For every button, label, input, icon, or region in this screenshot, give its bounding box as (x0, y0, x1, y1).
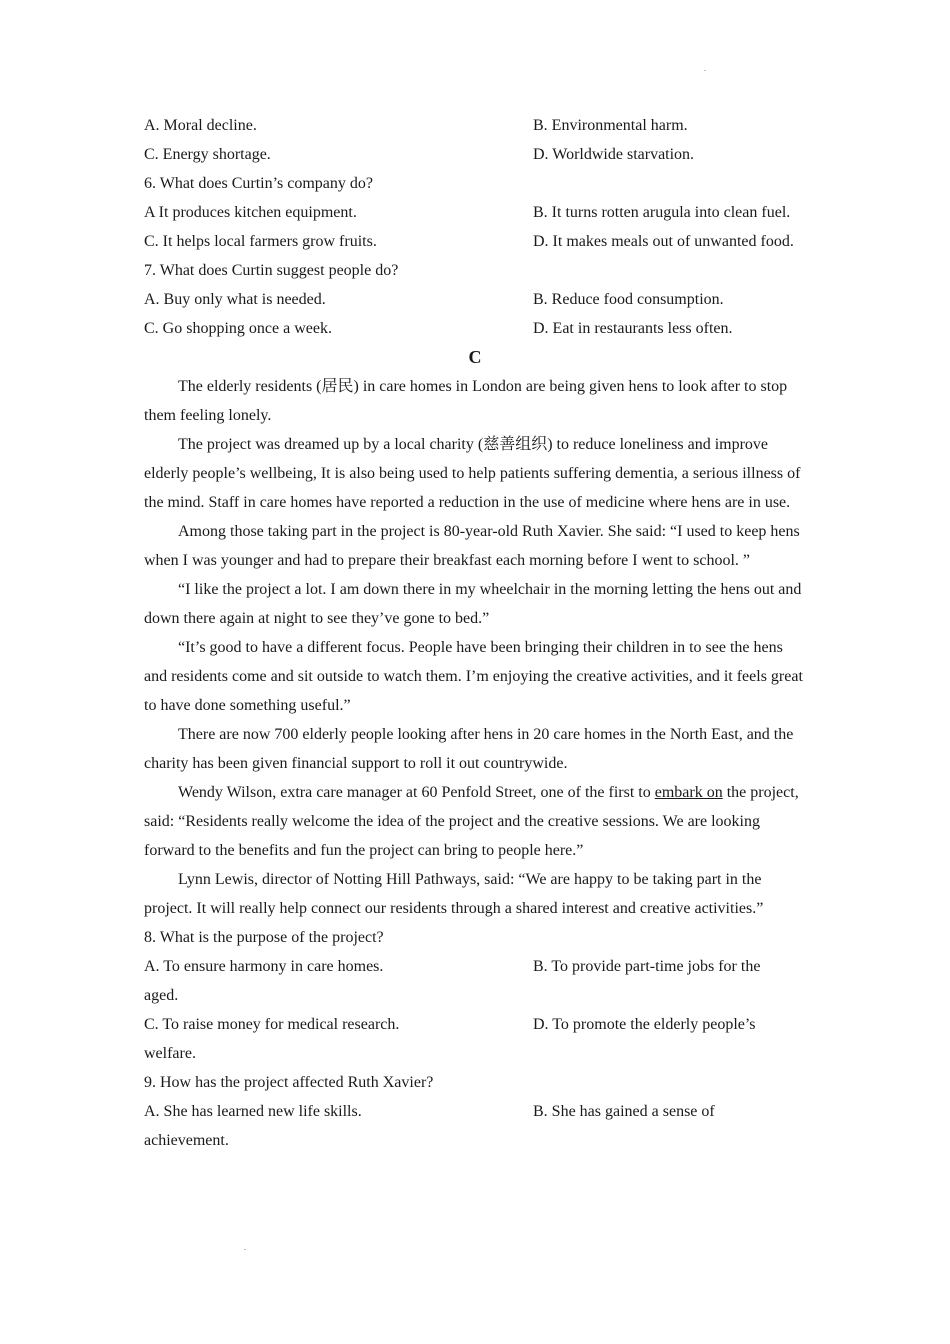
underlined-phrase: embark on (654, 784, 723, 801)
q7-option-b: B. Reduce food consumption. (533, 291, 724, 308)
q8-option-d-continued: welfare. (144, 1045, 196, 1062)
paragraph-7-text-start: Wendy Wilson, extra care manager at 60 Penfold Street, one of the first to (178, 784, 655, 801)
q6-option-d: D. It makes meals out of unwanted food. (533, 233, 794, 250)
q7-option-d: D. Eat in restaurants less often. (533, 320, 733, 337)
passage-paragraph-4: “I like the project a lot. I am down there in my wheelchair in the morning letting the hens out and down there again at night to see they’ve gone to bed.” (144, 581, 802, 627)
q9-question: 9. How has the project affected Ruth Xavier? (144, 1074, 434, 1091)
q7-option-c: C. Go shopping once a week. (144, 320, 332, 337)
scan-speck-top (704, 70, 706, 71)
q6-question: 6. What does Curtin’s company do? (144, 175, 373, 192)
q6-option-b: B. It turns rotten arugula into clean fuel. (533, 204, 791, 221)
passage-paragraph-2: The project was dreamed up by a local charity (慈善组织) to reduce loneliness and improve elderly people’s wellbeing, It is also being used to help patients suffering dementia, a serious illness of the mind. Staff in care homes have reported a reduction in the use of medicine where hens are in use. (144, 436, 801, 511)
scan-speck-bottom (244, 1249, 246, 1250)
q8-question: 8. What is the purpose of the project? (144, 929, 384, 946)
q6-options-row-1 (144, 198, 806, 227)
q5-options-row-2 (144, 140, 806, 169)
q9-option-a: A. She has learned new life skills. (144, 1103, 362, 1120)
q5-option-b: B. Environmental harm. (533, 117, 688, 134)
q8-options-row-1 (144, 952, 806, 981)
q8-option-d: D. To promote the elderly people’s (533, 1016, 756, 1033)
q6-option-a: A It produces kitchen equipment. (144, 204, 357, 221)
q8-option-b-continued: aged. (144, 987, 179, 1004)
q7-option-a: A. Buy only what is needed. (144, 291, 326, 308)
q5-option-c: C. Energy shortage. (144, 146, 271, 163)
passage-paragraph-5: “It’s good to have a different focus. People have been bringing their children in to see the hens and residents come and sit outside to watch them. I’m enjoying the creative activities, and it feels great to have done something useful.” (144, 639, 803, 714)
q9-option-b: B. She has gained a sense of (533, 1103, 715, 1120)
passage-paragraph-1: The elderly residents (居民) in care homes in London are being given hens to look after to stop them feeling lonely. (144, 378, 788, 424)
q5-option-d: D. Worldwide starvation. (533, 146, 695, 163)
passage-paragraph-6: There are now 700 elderly people looking after hens in 20 care homes in the North East, and the charity has been given financial support to roll it out countrywide. (144, 726, 794, 772)
passage-paragraph-7 (144, 778, 806, 865)
q7-question: 7. What does Curtin suggest people do? (144, 262, 399, 279)
paragraph-7-text-end: the project, said: “Residents really welcome the idea of the project and the creative sessions. We are looking forward to the benefits and fun the project can bring to people here.” (144, 784, 799, 859)
q9-options-row-1 (144, 1097, 806, 1126)
q5-option-a: A. Moral decline. (144, 117, 257, 134)
q8-option-a: A. To ensure harmony in care homes. (144, 958, 384, 975)
q8-option-b: B. To provide part-time jobs for the (533, 958, 761, 975)
q6-option-c: C. It helps local farmers grow fruits. (144, 233, 377, 250)
q6-options-row-2 (144, 227, 806, 256)
passage-paragraph-8: Lynn Lewis, director of Notting Hill Pathways, said: “We are happy to be taking part in the project. It will really help connect our residents through a shared interest and creative activities.” (144, 871, 764, 917)
passage-paragraph-3: Among those taking part in the project is 80-year-old Ruth Xavier. She said: “I used to keep hens when I was younger and had to prepare their breakfast each morning before I went to school. ” (144, 523, 800, 569)
q9-option-b-continued: achievement. (144, 1132, 229, 1149)
q8-options-row-2 (144, 1010, 806, 1039)
q7-options-row-1 (144, 285, 806, 314)
q7-options-row-2 (144, 314, 806, 343)
q5-options-row-1 (144, 111, 806, 140)
section-c-heading: C (468, 347, 482, 367)
exam-page (144, 111, 806, 1155)
q8-option-c: C. To raise money for medical research. (144, 1016, 400, 1033)
